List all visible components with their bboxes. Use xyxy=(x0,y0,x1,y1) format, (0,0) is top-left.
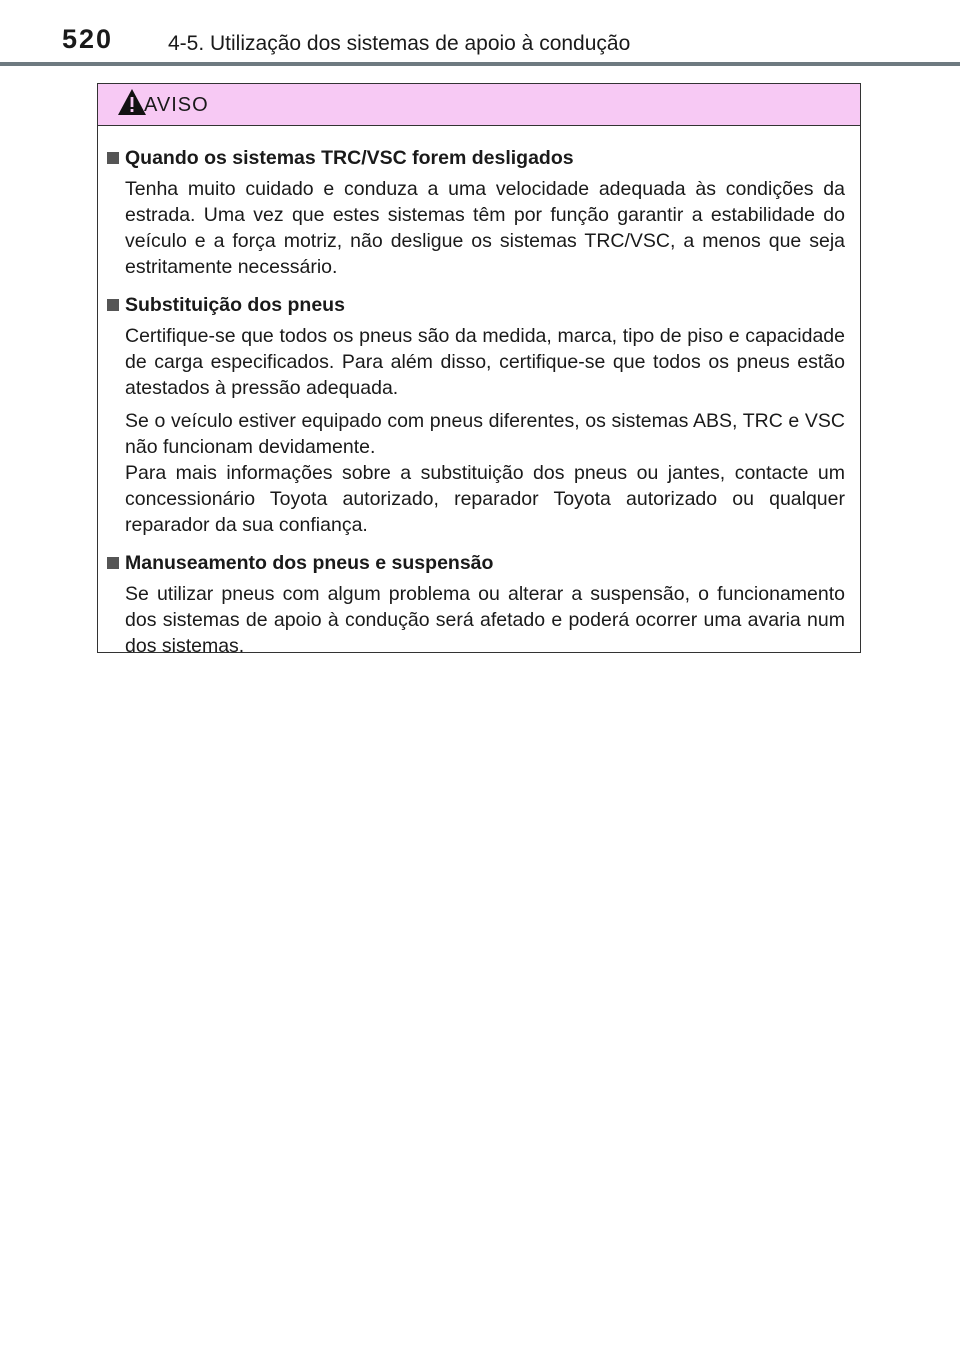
item-heading-text: Manuseamento dos pneus e suspensão xyxy=(125,552,494,574)
warning-item xyxy=(107,551,845,659)
header-divider xyxy=(0,62,960,66)
item-heading-text: Quando os sistemas TRC/VSC forem desligados xyxy=(125,147,574,169)
warning-header xyxy=(98,84,860,126)
paragraph-text: Para mais informações sobre a substituição dos pneus ou jantes, contacte um concessionário Toyota autorizado, reparador Toyota autorizado ou qualquer reparador da sua confiança. xyxy=(125,462,845,536)
square-bullet-icon xyxy=(107,299,119,311)
paragraph-text: Se utilizar pneus com algum problema ou alterar a suspensão, o funcionamento dos sistemas de apoio à condução será afetado e poderá ocorrer uma avaria num dos sistemas. xyxy=(125,583,845,657)
paragraph-text: Certifique-se que todos os pneus são da medida, marca, tipo de piso e capacidade de carga especificados. Para além disso, certifique-se que todos os pneus estão atestados à pressão adequada. xyxy=(125,325,845,399)
warning-body xyxy=(98,126,860,659)
item-paragraph xyxy=(125,176,845,280)
item-heading xyxy=(107,293,845,317)
page-number: 520 xyxy=(62,24,114,54)
item-paragraph xyxy=(125,581,845,659)
item-paragraph xyxy=(125,323,845,401)
warning-item xyxy=(107,293,845,538)
warning-item xyxy=(107,146,845,280)
item-heading-text: Substituição dos pneus xyxy=(125,294,345,316)
item-heading xyxy=(107,146,845,170)
item-heading xyxy=(107,551,845,575)
warning-box xyxy=(97,83,861,657)
square-bullet-icon xyxy=(107,557,119,569)
paragraph-text: Se o veículo estiver equipado com pneus diferentes, os sistemas ABS, TRC e VSC não funcionam devidamente. xyxy=(125,410,845,458)
warning-title: AVISO xyxy=(144,94,209,116)
section-title: 4-5. Utilização dos sistemas de apoio à condução xyxy=(168,32,631,55)
square-bullet-icon xyxy=(107,152,119,164)
paragraph-text: Tenha muito cuidado e conduza a uma velocidade adequada às condições da estrada. Uma vez que estes sistemas têm por função garantir a estabilidade do veículo e a força motriz, não desligue os sistemas TRC/VSC, a menos que seja estritamente necessário. xyxy=(125,178,845,278)
page-header xyxy=(0,0,960,64)
item-paragraph xyxy=(125,408,845,538)
